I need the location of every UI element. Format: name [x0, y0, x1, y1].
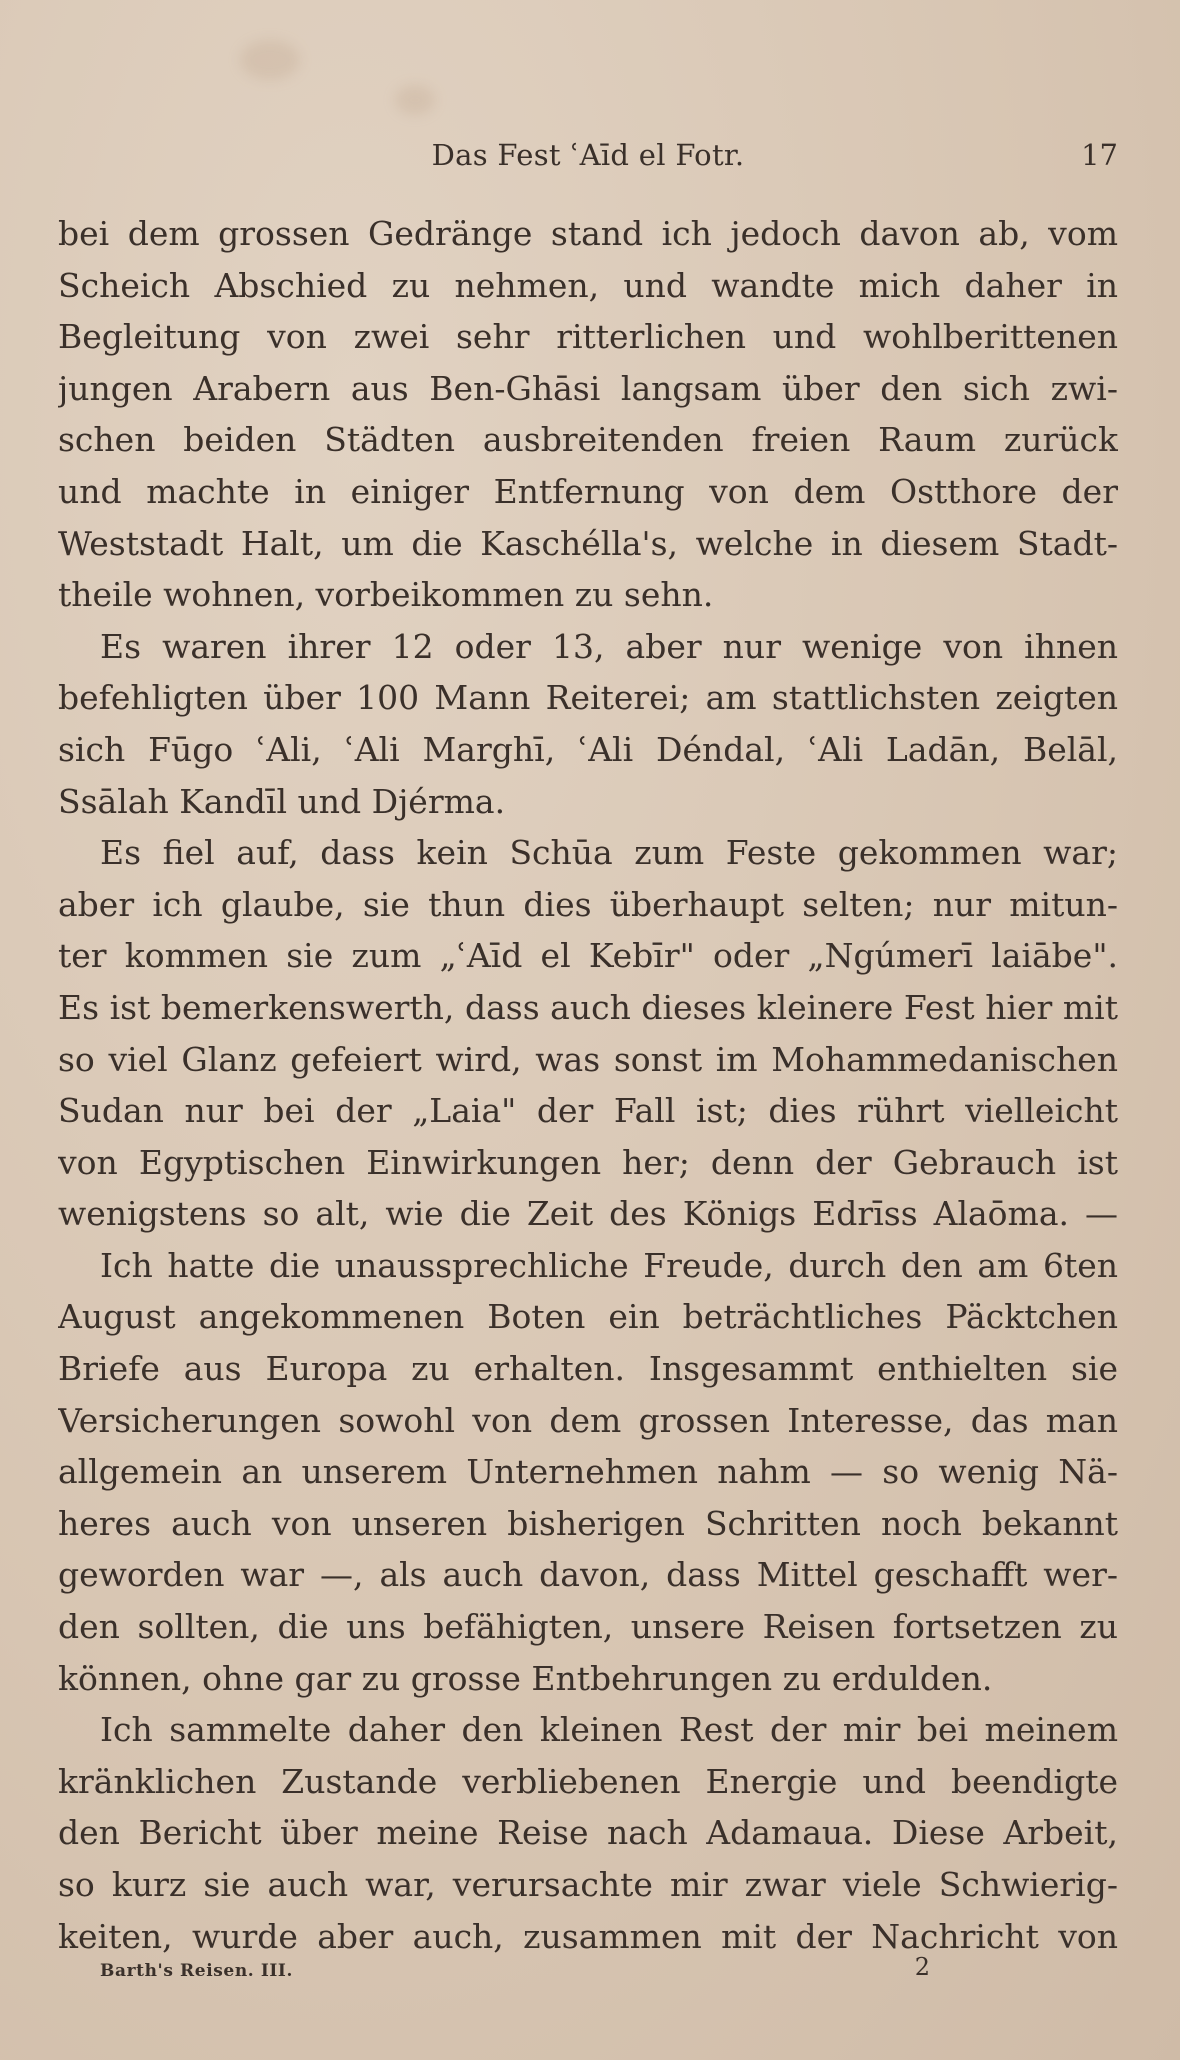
text-line: so kurz sie auch war, verursachte mir zwar viele Schwierig- — [58, 1865, 1118, 1904]
sheet-number: 2 — [914, 1953, 930, 1981]
text-line: jungen Arabern aus Ben-Ghāsi langsam über den sich zwi- — [58, 368, 1118, 408]
text-line: geworden war —, als auch davon, dass Mittel geschafft wer- — [58, 1555, 1118, 1595]
text-line: Versicherungen sowohl von dem grossen Interesse, das man — [58, 1400, 1118, 1440]
text-line: keiten, wurde aber auch, zusammen mit der Nachricht von — [58, 1916, 1118, 1956]
text-line: theile wohnen, vorbeikommen zu sehn. — [58, 575, 714, 615]
paper-stain — [395, 85, 435, 115]
text-line: von Egyptischen Einwirkungen her; denn der Gebrauch ist — [58, 1142, 1118, 1182]
text-line: August angekommenen Boten ein beträchtliches Päcktchen — [58, 1297, 1118, 1337]
text-line: Briefe aus Europa zu erhalten. Insgesammt enthielten sie — [58, 1349, 1118, 1389]
text-line: Ich sammelte daher den kleinen Rest der mir bei meinem — [100, 1710, 1118, 1750]
text-line: können, ohne gar zu grosse Entbehrungen zu erdulden. — [58, 1658, 993, 1698]
text-line: befehligten über 100 Mann Reiterei; am stattlichsten zeigten — [58, 678, 1118, 718]
text-line: ter kommen sie zum „ʿAīd el Kebīr" oder „Ngúmerī laiābe". — [58, 936, 1118, 976]
signature-mark: Barth's Reisen. III. — [100, 1961, 294, 1981]
text-line: Es ist bemerkenswerth, dass auch dieses kleinere Fest hier mit — [58, 987, 1118, 1027]
text-line: sich Fūgo ʿAli, ʿAli Marghī, ʿAli Déndal, ʿAli Ladān, Belāl, — [58, 729, 1118, 769]
text-line: Sudan nur bei der „Laia" der Fall ist; dies rührt vielleicht — [58, 1091, 1118, 1131]
text-line: Es waren ihrer 12 oder 13, aber nur wenige von ihnen — [100, 626, 1118, 666]
text-line: schen beiden Städten ausbreitenden freien Raum zurück — [58, 420, 1118, 460]
text-line: Scheich Abschied zu nehmen, und wandte mich daher in — [58, 265, 1118, 305]
text-line: so viel Glanz gefeiert wird, was sonst im Mohammedanischen — [58, 1039, 1118, 1079]
page-footer — [100, 1953, 930, 1983]
text-line: und machte in einiger Entfernung von dem Ostthore der — [58, 471, 1118, 511]
text-line: Ssālah Kandīl und Djérma. — [58, 781, 506, 821]
running-header — [58, 138, 1118, 178]
text-line: aber ich glaube, sie thun dies überhaupt selten; nur mitun- — [58, 884, 1118, 924]
paper-stain — [240, 40, 300, 80]
text-line: Ich hatte die unaussprechliche Freude, durch den am 6ten — [100, 1245, 1118, 1285]
text-line: den Bericht über meine Reise nach Adamaua. Diese Arbeit, — [58, 1813, 1118, 1853]
page-title: Das Fest ʿAīd el Fotr. — [431, 138, 745, 172]
text-line: heres auch von unseren bisherigen Schritten noch bekannt — [58, 1503, 1118, 1543]
text-line: kränklichen Zustande verbliebenen Energie und beendigte — [58, 1761, 1118, 1801]
text-line: Begleitung von zwei sehr ritterlichen und wohlberittenen — [58, 317, 1118, 357]
body-text — [58, 208, 1118, 1962]
text-line: wenigstens so alt, wie die Zeit des Königs Edrīss Alaōma. — — [58, 1194, 1118, 1234]
text-line: Es fiel auf, dass kein Schūa zum Feste gekommen war; — [100, 833, 1118, 873]
text-line: bei dem grossen Gedränge stand ich jedoch davon ab, vom — [58, 214, 1118, 253]
text-line: Weststadt Halt, um die Kaschélla's, welche in diesem Stadt- — [58, 523, 1118, 563]
text-line: allgemein an unserem Unternehmen nahm — so wenig Nä- — [58, 1452, 1118, 1492]
page-number: 17 — [1081, 138, 1118, 172]
text-line: den sollten, die uns befähigten, unsere Reisen fortsetzen zu — [58, 1607, 1118, 1647]
